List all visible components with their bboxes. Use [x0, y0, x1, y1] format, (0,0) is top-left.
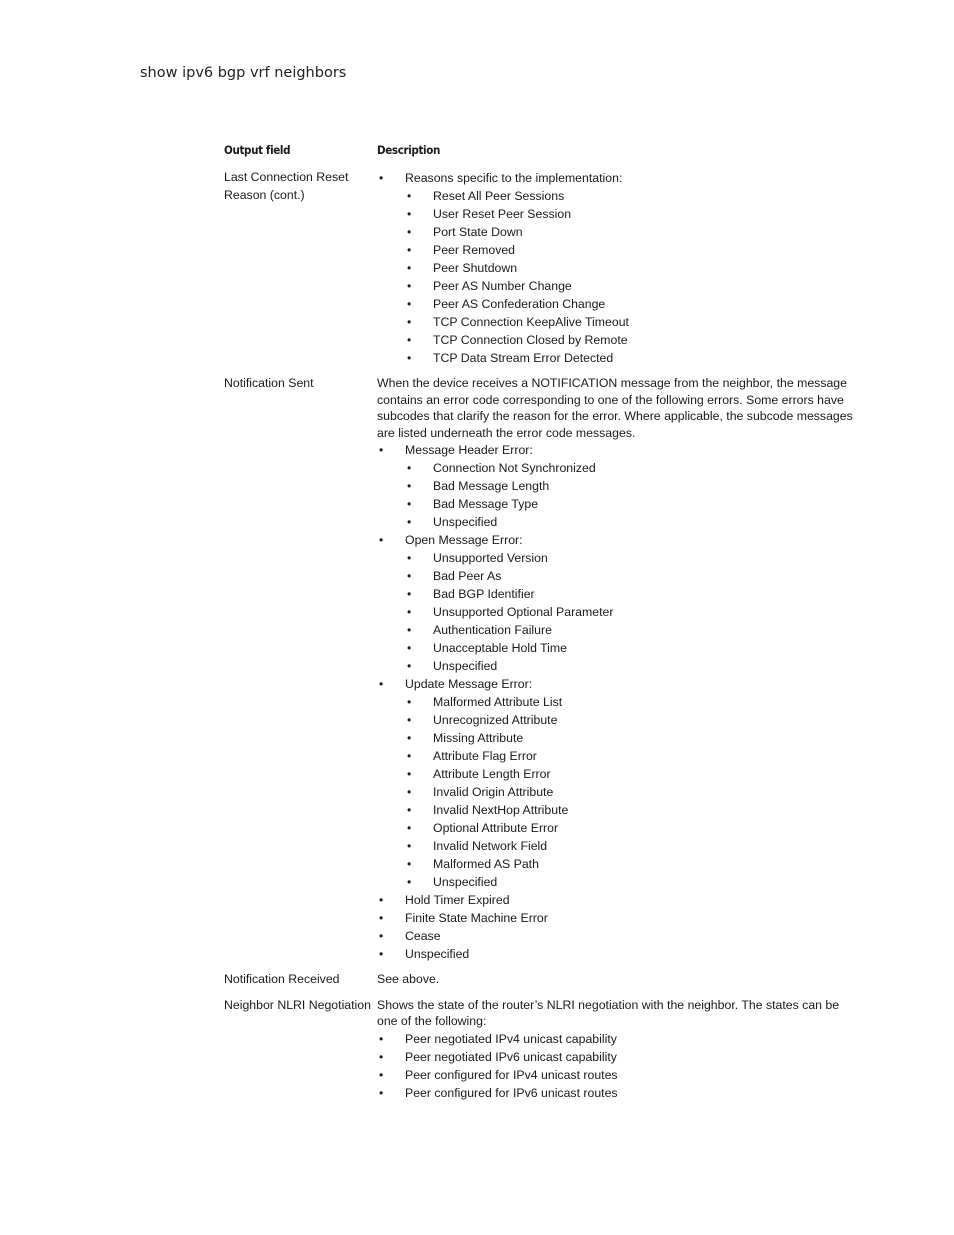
list-item	[377, 891, 857, 909]
sub-list-item	[405, 567, 857, 585]
sub-list-item-label: TCP Connection KeepAlive Timeout	[433, 315, 629, 329]
list-item	[377, 1084, 857, 1102]
bullet-icon: •	[379, 443, 384, 457]
sub-list-item	[405, 349, 857, 367]
header-output-field: Output field	[224, 143, 291, 157]
sub-list-item	[405, 259, 857, 277]
field-description	[377, 997, 857, 1102]
sub-list-item	[405, 513, 857, 531]
bullet-icon: •	[407, 333, 412, 347]
bullet-icon: •	[407, 605, 412, 619]
description-text: See above.	[377, 972, 440, 986]
bullet-icon: •	[379, 677, 384, 691]
list-item	[377, 909, 857, 927]
list-item-label: Unspecified	[405, 947, 470, 961]
sub-bullet-list	[405, 187, 857, 367]
sub-list-item	[405, 223, 857, 241]
list-item-label: Open Message Error:	[405, 533, 523, 547]
field-description	[377, 169, 857, 367]
table-row	[224, 971, 864, 989]
bullet-icon: •	[407, 207, 412, 221]
sub-list-item-label: Bad BGP Identifier	[433, 587, 535, 601]
sub-bullet-list	[405, 693, 857, 891]
sub-list-item-label: Malformed AS Path	[433, 857, 539, 871]
bullet-icon: •	[379, 1031, 384, 1046]
list-item-label: Update Message Error:	[405, 677, 533, 691]
output-field-table	[224, 143, 864, 1110]
list-item-label: Finite State Machine Error	[405, 911, 548, 925]
bullet-icon: •	[407, 713, 412, 727]
list-item	[377, 441, 857, 531]
sub-list-item	[405, 295, 857, 313]
list-item-label: Hold Timer Expired	[405, 893, 510, 907]
bullet-icon: •	[407, 351, 412, 365]
sub-list-item-label: TCP Data Stream Error Detected	[433, 351, 614, 365]
sub-list-item	[405, 477, 857, 495]
sub-list-item-label: Connection Not Synchronized	[433, 461, 596, 475]
bullet-icon: •	[379, 533, 384, 547]
sub-list-item-label: TCP Connection Closed by Remote	[433, 333, 628, 347]
header-description: Description	[377, 143, 440, 157]
bullet-icon: •	[407, 587, 412, 601]
sub-list-item	[405, 313, 857, 331]
output-field-name: Last Connection Reset Reason (cont.)	[224, 170, 349, 202]
bullet-icon: •	[407, 297, 412, 311]
bullet-icon: •	[407, 189, 412, 203]
sub-list-item-label: Invalid NextHop Attribute	[433, 803, 569, 817]
bullet-icon: •	[379, 1067, 384, 1082]
sub-list-item	[405, 711, 857, 729]
list-item-label: Peer configured for IPv4 unicast routes	[405, 1067, 618, 1082]
bullet-icon: •	[407, 225, 412, 239]
bullet-icon: •	[407, 497, 412, 511]
sub-list-item-label: Missing Attribute	[433, 731, 524, 745]
bullet-icon: •	[379, 893, 384, 907]
table-body	[224, 169, 864, 1102]
output-field-name: Neighbor NLRI Negotiation	[224, 997, 371, 1012]
sub-list-item	[405, 639, 857, 657]
sub-list-item-label: Peer Removed	[433, 243, 516, 257]
sub-list-item	[405, 459, 857, 477]
table-row	[224, 375, 864, 963]
sub-list-item-label: Reset All Peer Sessions	[433, 189, 565, 203]
bullet-icon: •	[407, 261, 412, 275]
sub-list-item	[405, 241, 857, 259]
sub-list-item-label: Malformed Attribute List	[433, 695, 563, 709]
bullet-list	[377, 441, 857, 963]
sub-list-item	[405, 819, 857, 837]
bullet-list	[377, 169, 857, 367]
bullet-icon: •	[407, 515, 412, 529]
sub-list-item-label: Invalid Origin Attribute	[433, 785, 554, 799]
running-head: show ipv6 bgp vrf neighbors	[140, 65, 347, 81]
sub-list-item-label: Unspecified	[433, 515, 498, 529]
bullet-icon: •	[379, 171, 384, 185]
list-item	[377, 169, 857, 367]
sub-list-item	[405, 855, 857, 873]
sub-list-item	[405, 747, 857, 765]
list-item-label: Reasons specific to the implementation:	[405, 171, 623, 185]
list-item	[377, 1030, 857, 1048]
bullet-icon: •	[407, 479, 412, 493]
sub-list-item	[405, 277, 857, 295]
bullet-icon: •	[407, 875, 412, 889]
sub-list-item	[405, 549, 857, 567]
sub-list-item-label: Authentication Failure	[433, 623, 552, 637]
bullet-icon: •	[407, 315, 412, 329]
list-item	[377, 531, 857, 675]
sub-list-item-label: Port State Down	[433, 225, 523, 239]
list-item	[377, 1066, 857, 1084]
sub-list-item-label: Unrecognized Attribute	[433, 713, 558, 727]
sub-list-item	[405, 495, 857, 513]
sub-list-item-label: User Reset Peer Session	[433, 207, 572, 221]
bullet-icon: •	[407, 279, 412, 293]
sub-list-item	[405, 205, 857, 223]
list-item-label: Cease	[405, 929, 441, 943]
list-item-label: Peer negotiated IPv6 unicast capability	[405, 1049, 617, 1064]
sub-bullet-list	[405, 549, 857, 675]
list-item	[377, 945, 857, 963]
sub-list-item	[405, 765, 857, 783]
bullet-icon: •	[379, 911, 384, 925]
sub-list-item-label: Invalid Network Field	[433, 839, 548, 853]
sub-list-item-label: Bad Message Length	[433, 479, 550, 493]
bullet-icon: •	[407, 749, 412, 763]
sub-list-item-label: Peer AS Number Change	[433, 279, 572, 293]
output-field-name: Notification Received	[224, 972, 340, 986]
bullet-list	[377, 1030, 857, 1102]
bullet-icon: •	[407, 821, 412, 835]
bullet-icon: •	[407, 839, 412, 853]
bullet-icon: •	[407, 857, 412, 871]
bullet-icon: •	[407, 551, 412, 565]
sub-list-item	[405, 801, 857, 819]
sub-list-item-label: Attribute Flag Error	[433, 749, 537, 763]
sub-list-item-label: Peer Shutdown	[433, 261, 518, 275]
sub-list-item	[405, 693, 857, 711]
table-header	[224, 143, 800, 169]
sub-list-item	[405, 621, 857, 639]
sub-list-item	[405, 331, 857, 349]
list-item	[377, 675, 857, 891]
bullet-icon: •	[407, 803, 412, 817]
bullet-icon: •	[407, 659, 412, 673]
sub-bullet-list	[405, 459, 857, 531]
sub-list-item-label: Unsupported Version	[433, 551, 548, 565]
bullet-icon: •	[379, 947, 384, 961]
table-row	[224, 169, 864, 367]
bullet-icon: •	[407, 243, 412, 257]
list-item-label: Peer negotiated IPv4 unicast capability	[405, 1031, 617, 1046]
field-description	[377, 375, 857, 963]
description-text: When the device receives a NOTIFICATION message from the neighbor, the message contains an error code corresponding to one of the following errors. Some errors have subcodes that clarify the reason for the error. Where applicable, the subcode messages are listed underneath the error code messages.	[377, 376, 853, 440]
field-description	[377, 971, 857, 989]
sub-list-item	[405, 783, 857, 801]
list-item-label: Peer configured for IPv6 unicast routes	[405, 1085, 618, 1100]
sub-list-item	[405, 603, 857, 621]
sub-list-item	[405, 585, 857, 603]
bullet-icon: •	[379, 1085, 384, 1100]
bullet-icon: •	[407, 731, 412, 745]
bullet-icon: •	[379, 929, 384, 943]
list-item	[377, 1048, 857, 1066]
sub-list-item	[405, 873, 857, 891]
table-row	[224, 997, 864, 1102]
output-field-name: Notification Sent	[224, 376, 314, 390]
sub-list-item-label: Bad Peer As	[433, 569, 502, 583]
sub-list-item-label: Optional Attribute Error	[433, 821, 559, 835]
sub-list-item-label: Unspecified	[433, 875, 498, 889]
bullet-icon: •	[407, 641, 412, 655]
sub-list-item-label: Attribute Length Error	[433, 767, 551, 781]
bullet-icon: •	[407, 695, 412, 709]
sub-list-item	[405, 657, 857, 675]
bullet-icon: •	[407, 623, 412, 637]
bullet-icon: •	[407, 461, 412, 475]
description-text: Shows the state of the router’s NLRI negotiation with the neighbor. The states can be one of the following:	[377, 997, 840, 1028]
bullet-icon: •	[407, 785, 412, 799]
bullet-icon: •	[407, 767, 412, 781]
list-item	[377, 927, 857, 945]
sub-list-item	[405, 729, 857, 747]
sub-list-item-label: Bad Message Type	[433, 497, 539, 511]
sub-list-item	[405, 187, 857, 205]
sub-list-item-label: Unsupported Optional Parameter	[433, 605, 614, 619]
sub-list-item-label: Peer AS Confederation Change	[433, 297, 606, 311]
bullet-icon: •	[379, 1049, 384, 1064]
sub-list-item	[405, 837, 857, 855]
sub-list-item-label: Unacceptable Hold Time	[433, 641, 567, 655]
bullet-icon: •	[407, 569, 412, 583]
sub-list-item-label: Unspecified	[433, 659, 498, 673]
list-item-label: Message Header Error:	[405, 443, 533, 457]
